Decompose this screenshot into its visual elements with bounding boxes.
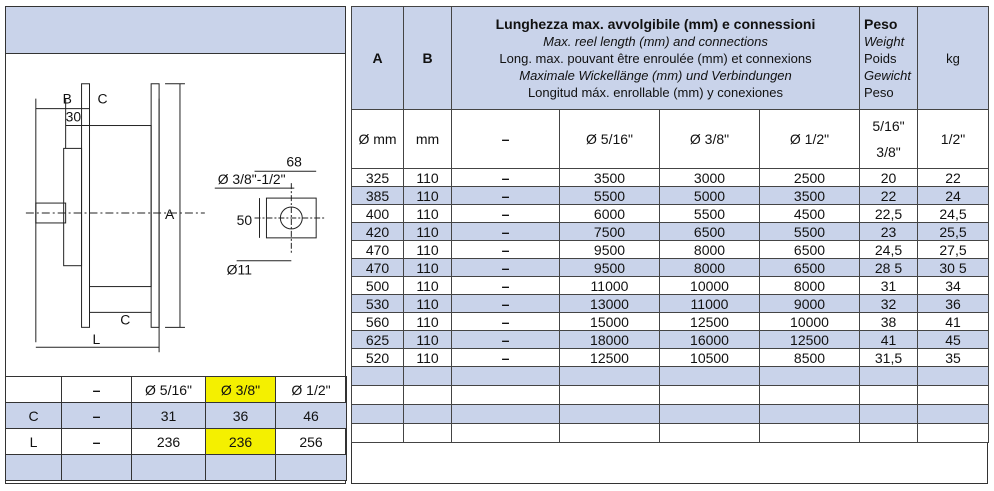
cell: –: [452, 205, 560, 223]
empty-row: [352, 405, 989, 424]
cell-highlight: [206, 455, 276, 481]
weight-unit: kg: [918, 7, 989, 110]
cell: 4500: [760, 205, 860, 223]
cell: 25,5: [918, 223, 989, 241]
cell: [560, 386, 660, 405]
cell: –: [452, 349, 560, 367]
cell: –: [452, 259, 560, 277]
cell: 31: [132, 403, 206, 429]
cell: 45: [918, 331, 989, 349]
cell: 7500: [560, 223, 660, 241]
cell: 22: [860, 187, 918, 205]
cell: 24,5: [860, 241, 918, 259]
cell: [918, 386, 989, 405]
cell: 400: [352, 205, 404, 223]
cell: 24: [918, 187, 989, 205]
cell: 5/16" 3/8": [860, 110, 918, 169]
cell: 9500: [560, 241, 660, 259]
cell: [352, 386, 404, 405]
label-c-bottom: C: [120, 311, 131, 328]
cell: [660, 367, 760, 386]
cell: 9500: [560, 259, 660, 277]
cell: –: [452, 277, 560, 295]
cell: 36: [918, 295, 989, 313]
cell: 28 5: [860, 259, 918, 277]
cell: 10000: [760, 313, 860, 331]
cell: [918, 424, 989, 443]
cell: Ø 5/16": [560, 110, 660, 169]
panel-header-band: [6, 7, 345, 54]
reel-length-header: Lunghezza max. avvolgibile (mm) e connessioni Max. reel length (mm) and connections Long. max. pouvant être enroulée (mm) et connexions Maximale Wickellänge (mm) und Verbindungen Longitud máx. enrollable (mm) y conexiones: [452, 7, 860, 110]
cell-highlight: 236: [206, 429, 276, 455]
cell: [276, 455, 347, 481]
cell: Ø 5/16": [132, 377, 206, 403]
technical-drawing: [6, 53, 345, 376]
cell: [404, 367, 452, 386]
table-row: [352, 241, 989, 259]
cell: 520: [352, 349, 404, 367]
cell: 3000: [660, 169, 760, 187]
cell: 110: [404, 169, 452, 187]
cell: [660, 405, 760, 424]
table-row: [352, 187, 989, 205]
cell: [352, 424, 404, 443]
reel-flange-right: [151, 84, 159, 328]
cell: [860, 424, 918, 443]
cell: 8000: [660, 241, 760, 259]
cell: 500: [352, 277, 404, 295]
cell: –: [452, 331, 560, 349]
table-row: [352, 313, 989, 331]
cell: 5500: [760, 223, 860, 241]
weight-header: Peso Weight Poids Gewicht Peso: [860, 7, 918, 110]
cell: 22,5: [860, 205, 918, 223]
cell: 2500: [760, 169, 860, 187]
cell: 12500: [660, 313, 760, 331]
cell: 24,5: [918, 205, 989, 223]
cell: 12500: [560, 349, 660, 367]
table-row: [352, 205, 989, 223]
cell: [452, 424, 560, 443]
cell: 12500: [760, 331, 860, 349]
cell: 31: [860, 277, 918, 295]
reel-hub: [90, 126, 152, 287]
connection-dims-table: [5, 376, 347, 481]
cell: 10500: [660, 349, 760, 367]
cell: Ø 1/2": [276, 377, 347, 403]
cell: 10000: [660, 277, 760, 295]
cell: mm: [404, 110, 452, 169]
reel-base: [64, 148, 82, 265]
cell: 16000: [660, 331, 760, 349]
cell: 13000: [560, 295, 660, 313]
cell: [860, 405, 918, 424]
label-68: 68: [286, 153, 302, 170]
cell: 41: [860, 331, 918, 349]
cell: [918, 367, 989, 386]
cell: –: [62, 429, 132, 455]
cell: 110: [404, 349, 452, 367]
cell: Ø 3/8": [660, 110, 760, 169]
empty-row: [352, 424, 989, 443]
label-l: L: [92, 331, 101, 348]
cell: 470: [352, 259, 404, 277]
cell: 6500: [660, 223, 760, 241]
cell: [560, 424, 660, 443]
cell: 11000: [560, 277, 660, 295]
cell: 5000: [660, 187, 760, 205]
cell: 15000: [560, 313, 660, 331]
label-dia11: Ø11: [226, 261, 252, 278]
cell: L: [6, 429, 62, 455]
cell: [452, 386, 560, 405]
cell: [404, 424, 452, 443]
cell: 325: [352, 169, 404, 187]
cell: 41: [918, 313, 989, 331]
cell: [760, 405, 860, 424]
cell: 34: [918, 277, 989, 295]
cell: 110: [404, 313, 452, 331]
cell: –: [62, 377, 132, 403]
table-row: [352, 223, 989, 241]
cell: –: [452, 295, 560, 313]
cell: 18000: [560, 331, 660, 349]
cell: [452, 405, 560, 424]
cell: 11000: [660, 295, 760, 313]
cell: 3500: [760, 187, 860, 205]
table-row: [352, 259, 989, 277]
label-conn: Ø 3/8"-1/2": [217, 171, 286, 188]
cell: 385: [352, 187, 404, 205]
cell-highlight: Ø 3/8": [206, 377, 276, 403]
cell-highlight: 36: [206, 403, 276, 429]
table-row: [352, 331, 989, 349]
cell: 8000: [760, 277, 860, 295]
label-b: B: [62, 90, 72, 107]
cell: [860, 386, 918, 405]
cell: 110: [404, 277, 452, 295]
cell: 256: [276, 429, 347, 455]
cell: [352, 367, 404, 386]
cell: 1/2": [918, 110, 989, 169]
cell: [352, 405, 404, 424]
specs-panel: [351, 6, 988, 484]
cell: 9000: [760, 295, 860, 313]
cell: 110: [404, 295, 452, 313]
cell: [860, 367, 918, 386]
reel-flange-left: [82, 84, 90, 328]
label-a: A: [165, 205, 175, 222]
specs-table: [351, 6, 989, 443]
cell: –: [452, 169, 560, 187]
cell: C: [6, 403, 62, 429]
cell: 30 5: [918, 259, 989, 277]
cell: 8500: [760, 349, 860, 367]
table-row: [352, 349, 989, 367]
cell: –: [62, 403, 132, 429]
cell: 8000: [660, 259, 760, 277]
cell: 420: [352, 223, 404, 241]
cell: 110: [404, 205, 452, 223]
empty-row: [352, 386, 989, 405]
cell: [560, 405, 660, 424]
drawing-panel: [5, 6, 346, 484]
cell: [62, 455, 132, 481]
cell: [660, 424, 760, 443]
cell: 23: [860, 223, 918, 241]
cell: [560, 367, 660, 386]
cell: [6, 377, 62, 403]
cell: [918, 405, 989, 424]
cell: 20: [860, 169, 918, 187]
cell: 3500: [560, 169, 660, 187]
cell: 32: [860, 295, 918, 313]
cell: 560: [352, 313, 404, 331]
table-row: [352, 169, 989, 187]
cell: 46: [276, 403, 347, 429]
cell: Ø mm: [352, 110, 404, 169]
cell: 110: [404, 223, 452, 241]
cell: 22: [918, 169, 989, 187]
cell: 236: [132, 429, 206, 455]
cell: 27,5: [918, 241, 989, 259]
empty-row: [352, 367, 989, 386]
cell: Ø 1/2": [760, 110, 860, 169]
cell: 5500: [660, 205, 760, 223]
label-30: 30: [65, 108, 82, 125]
cell: –: [452, 313, 560, 331]
cell: 625: [352, 331, 404, 349]
label-c-top: C: [97, 90, 108, 107]
cell: 110: [404, 331, 452, 349]
cell: 110: [404, 241, 452, 259]
cell: [132, 455, 206, 481]
cell: [760, 424, 860, 443]
cell: 6000: [560, 205, 660, 223]
col-b-header: B: [404, 7, 452, 110]
cell: [760, 386, 860, 405]
cell: 110: [404, 259, 452, 277]
cell: 530: [352, 295, 404, 313]
cell: –: [452, 187, 560, 205]
cell: –: [452, 110, 560, 169]
cell: [760, 367, 860, 386]
col-a-header: A: [352, 7, 404, 110]
cell: 35: [918, 349, 989, 367]
cell: 6500: [760, 241, 860, 259]
cell: [404, 405, 452, 424]
cell: 6500: [760, 259, 860, 277]
cell: [660, 386, 760, 405]
cell: 110: [404, 187, 452, 205]
table-row: [352, 295, 989, 313]
label-50: 50: [236, 211, 253, 228]
cell: 5500: [560, 187, 660, 205]
cell: [404, 386, 452, 405]
cell: 470: [352, 241, 404, 259]
cell: [452, 367, 560, 386]
cell: –: [452, 223, 560, 241]
cell: [6, 455, 62, 481]
table-row: [352, 277, 989, 295]
cell: 38: [860, 313, 918, 331]
cell: 31,5: [860, 349, 918, 367]
cell: –: [452, 241, 560, 259]
